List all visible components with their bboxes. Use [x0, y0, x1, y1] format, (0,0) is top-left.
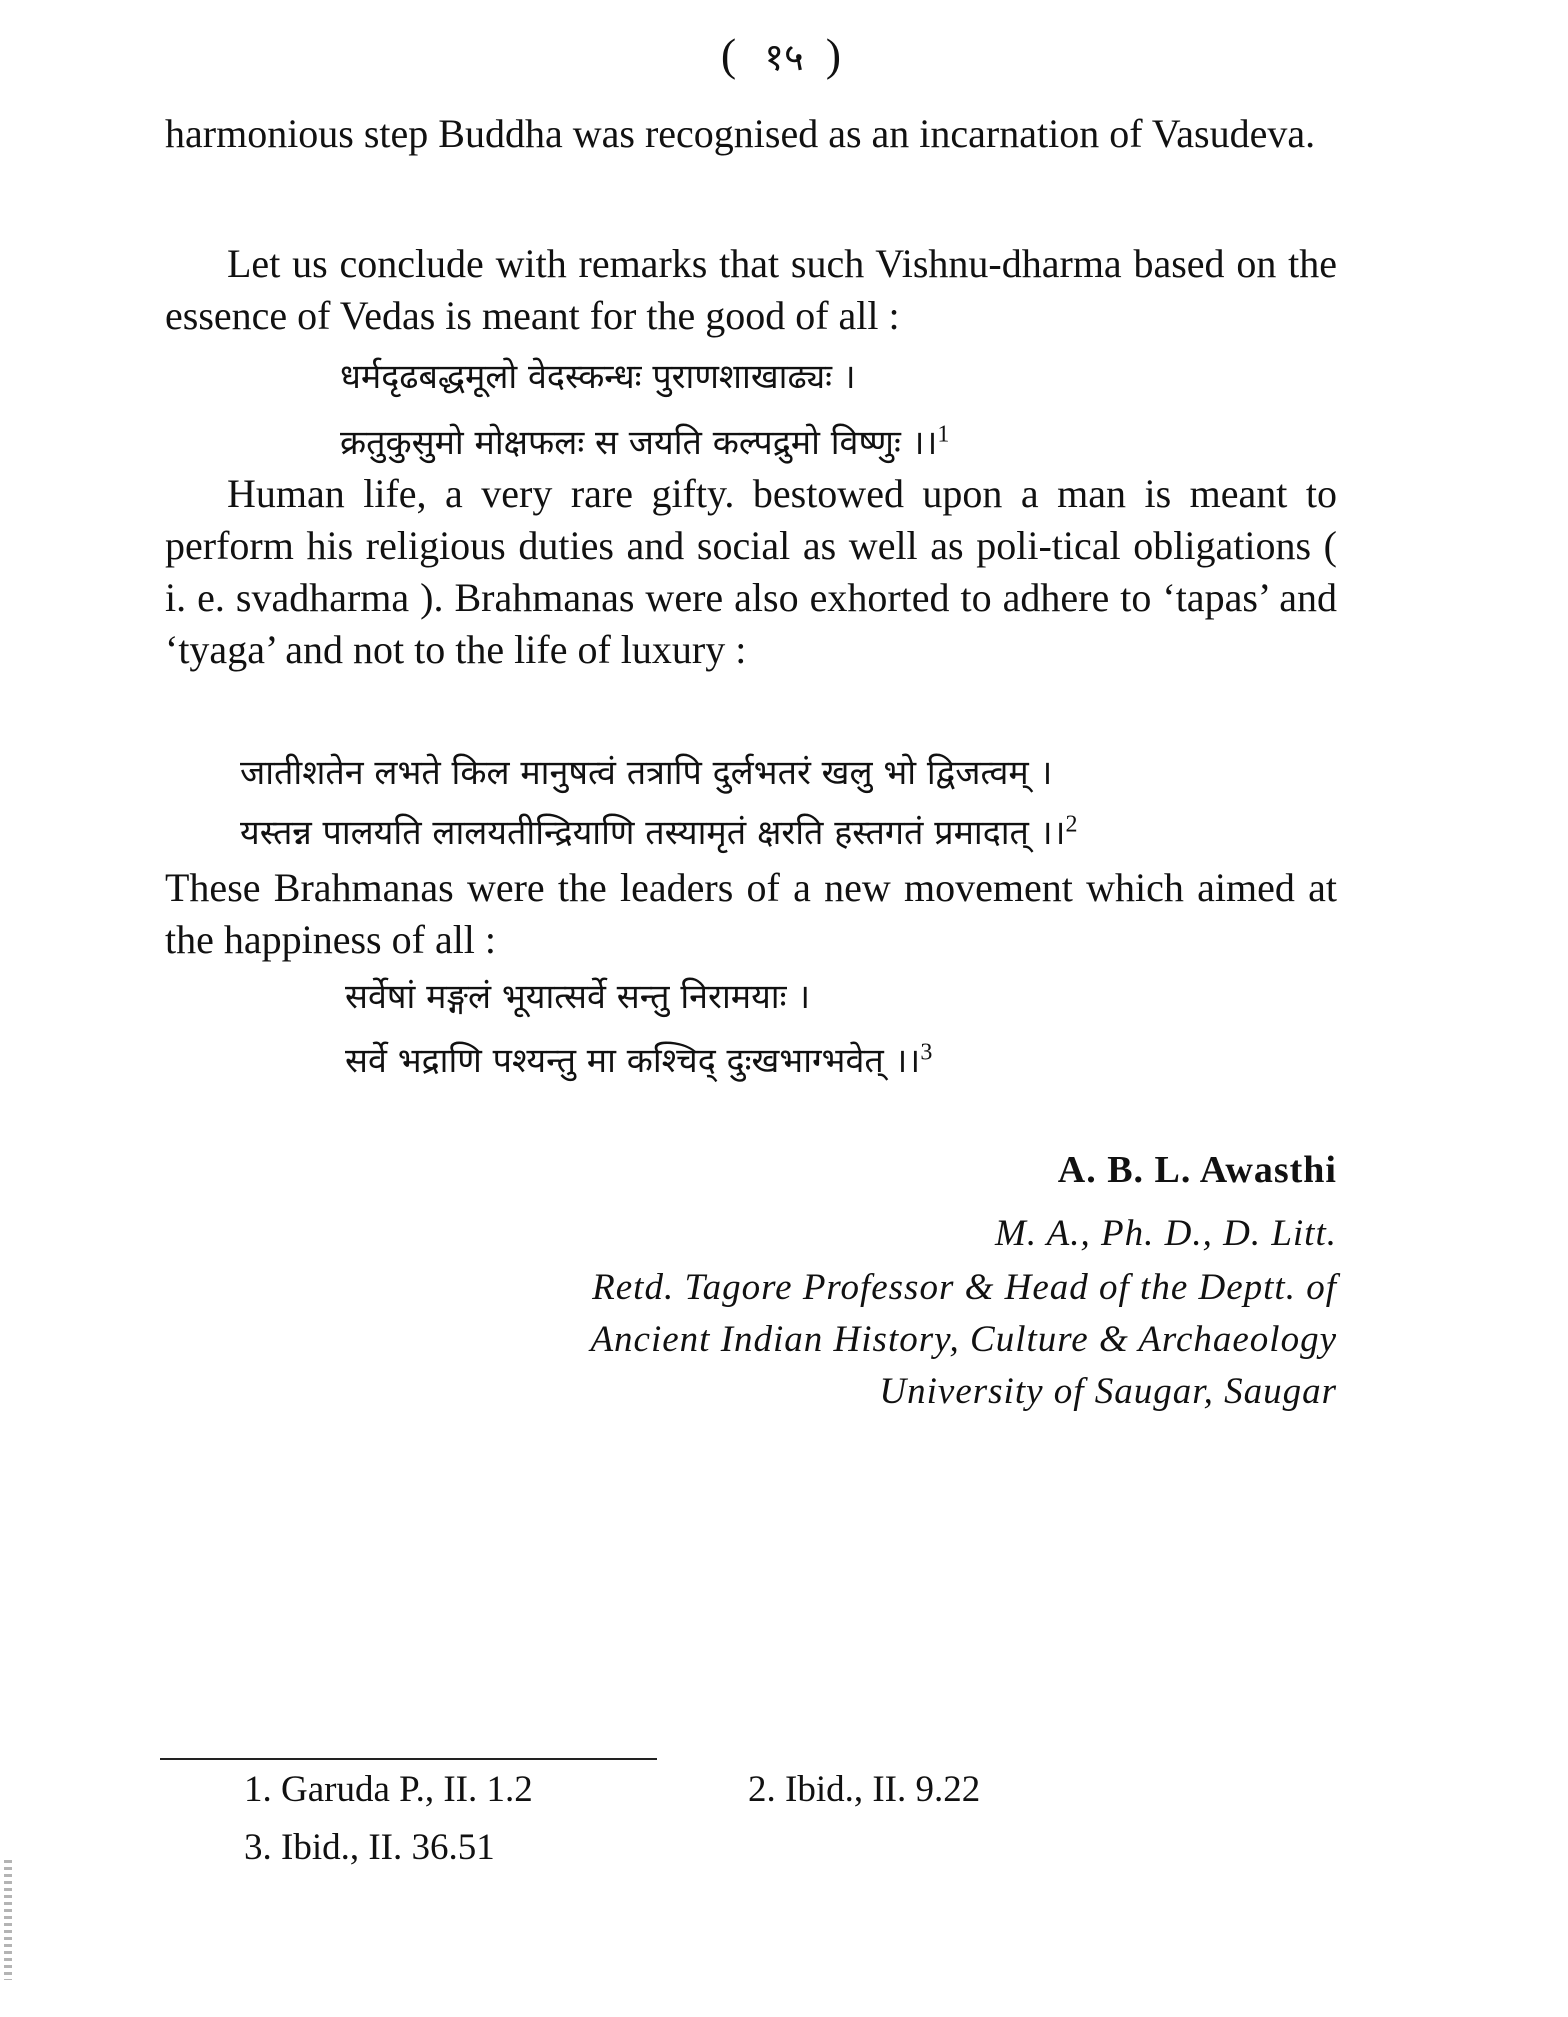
paragraph-brahmanas: These Brahmanas were the leaders of a new movement which aimed at the happiness of all :: [165, 865, 1337, 962]
paragraph-incarnation: harmonious step Buddha was recognised as an incarnation of Vasudeva.: [165, 111, 1316, 156]
author-institution: University of Saugar, Saugar: [879, 1371, 1337, 1412]
page-number-value: १५: [764, 35, 804, 79]
verse-1-line-2-text: क्रतुकुसुमो मोक्षफलः स जयति कल्पद्रुमो विष्णुः ।।: [340, 423, 938, 463]
verse-2-line-1: [240, 748, 1052, 798]
paragraph-conclusion: Let us conclude with remarks that such Vishnu-dharma based on the essence of Vedas is meant for the good of all :: [165, 241, 1337, 338]
verse-2-line-2-text: यस्तन्न पालयति लालयतीन्द्रियाणि तस्यामृतं क्षरति हस्तगतं प्रमादात् ।।: [240, 813, 1066, 853]
verse-2-line-1-text: जातीशतेन लभते किल मानुषत्वं तत्रापि दुर्लभतरं खलु भो द्विजत्वम् ।: [240, 753, 1053, 793]
page-number-open-paren: (: [720, 29, 743, 80]
verse-1-line-1: [340, 352, 856, 402]
scan-edge-mark: [4, 1860, 12, 1980]
author-name: A. B. L. Awasthi: [1057, 1149, 1337, 1191]
footnote-1: 1. Garuda P., II. 1.2: [244, 1769, 533, 1810]
verse-1-footnote-ref: 1: [937, 421, 950, 448]
footnote-3: 3. Ibid., II. 36.51: [244, 1827, 495, 1868]
page-number: [0, 28, 1568, 82]
verse-3-footnote-ref: 3: [920, 1039, 933, 1066]
author-degrees: M. A., Ph. D., D. Litt.: [995, 1213, 1337, 1254]
footnote-2: 2. Ibid., II. 9.22: [748, 1769, 981, 1810]
author-position-line-2: Ancient Indian History, Culture & Archaeology: [590, 1319, 1337, 1360]
page-number-close-paren: ): [825, 29, 848, 80]
verse-2-footnote-ref: 2: [1065, 811, 1078, 838]
verse-3-line-2-text: सर्वे भद्राणि पश्यन्तु मा कश्चिद् दुःखभाग्भवेत् ।।: [345, 1041, 921, 1081]
author-position-line-1: Retd. Tagore Professor & Head of the Deptt. of: [592, 1267, 1337, 1308]
verse-3-line-2: [345, 1036, 932, 1086]
verse-3-line-1: [345, 972, 810, 1022]
verse-1-line-2: [340, 418, 949, 468]
footnote-separator: [160, 1758, 657, 1760]
paragraph-human-life: Human life, a very rare gifty. bestowed upon a man is meant to perform his religious duties and social as well as poli-tical obligations ( i. e. svadharma ). Brahmanas were also exhorted to adhere to ‘tapas’ and ‘tyaga’ and not to the life of luxury :: [165, 471, 1337, 672]
verse-3-line-1-text: सर्वेषां मङ्गलं भूयात्सर्वे सन्तु निरामयाः ।: [345, 977, 811, 1017]
verse-2-line-2: [240, 808, 1078, 858]
verse-1-line-1-text: धर्मदृढबद्धमूलो वेदस्कन्धः पुराणशाखाढ्यः ।: [340, 357, 856, 397]
